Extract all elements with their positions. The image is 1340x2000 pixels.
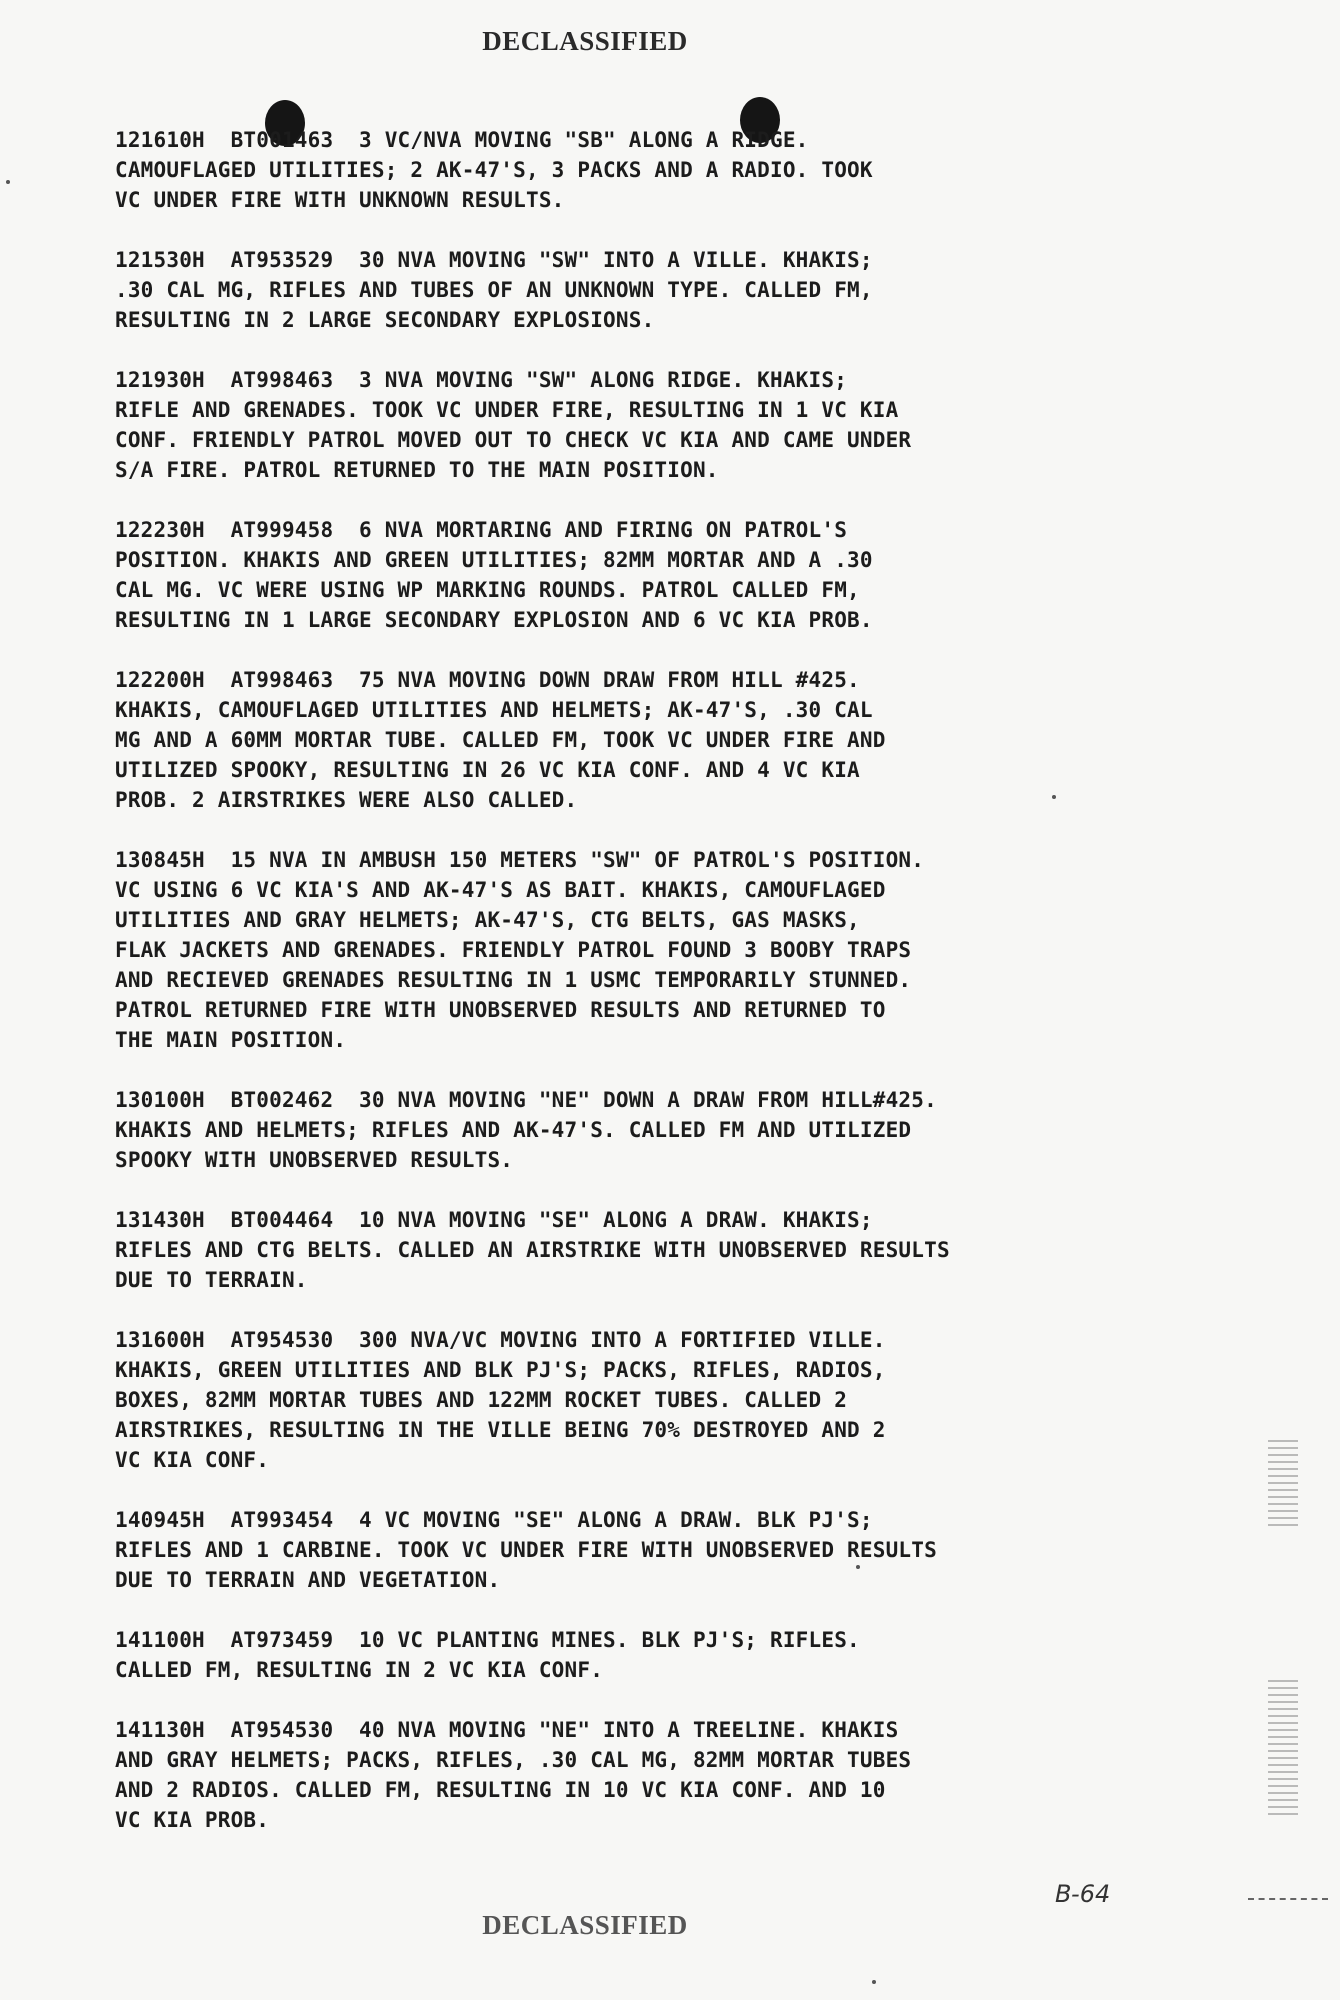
log-entry — [115, 1085, 1145, 1175]
log-entry-line: RESULTING IN 2 LARGE SECONDARY EXPLOSIONS. — [115, 308, 655, 332]
log-entry — [115, 665, 1145, 815]
log-entry-line: DUE TO TERRAIN AND VEGETATION. — [115, 1568, 501, 1592]
log-entry-line: S/A FIRE. PATROL RETURNED TO THE MAIN POSITION. — [115, 458, 719, 482]
log-entry-line: FLAK JACKETS AND GRENADES. FRIENDLY PATROL FOUND 3 BOOBY TRAPS — [115, 938, 912, 962]
log-entry-line: KHAKIS AND HELMETS; RIFLES AND AK-47'S. CALLED FM AND UTILIZED — [115, 1118, 912, 1142]
log-entry — [115, 1715, 1145, 1835]
log-entry-line: CAMOUFLAGED UTILITIES; 2 AK-47'S, 3 PACKS AND A RADIO. TOOK — [115, 158, 873, 182]
declassified-stamp-top: DECLASSIFIED — [482, 26, 688, 56]
log-entry-line: CALLED FM, RESULTING IN 2 VC KIA CONF. — [115, 1658, 604, 1682]
log-entry-line: VC UNDER FIRE WITH UNKNOWN RESULTS. — [115, 188, 565, 212]
log-entry-line: 140945H AT993454 4 VC MOVING "SE" ALONG A DRAW. BLK PJ'S; — [115, 1508, 873, 1532]
log-entry-line: 121930H AT998463 3 NVA MOVING "SW" ALONG RIDGE. KHAKIS; — [115, 368, 848, 392]
log-entry-line: 130100H BT002462 30 NVA MOVING "NE" DOWN A DRAW FROM HILL#425. — [115, 1088, 937, 1112]
log-entry-line: RIFLE AND GRENADES. TOOK VC UNDER FIRE, RESULTING IN 1 VC KIA — [115, 398, 899, 422]
log-entry-line: .30 CAL MG, RIFLES AND TUBES OF AN UNKNOWN TYPE. CALLED FM, — [115, 278, 873, 302]
log-entry-line: 122200H AT998463 75 NVA MOVING DOWN DRAW FROM HILL #425. — [115, 668, 860, 692]
log-entry-line: RESULTING IN 1 LARGE SECONDARY EXPLOSION AND 6 VC KIA PROB. — [115, 608, 873, 632]
log-entry-line: PATROL RETURNED FIRE WITH UNOBSERVED RESULTS AND RETURNED TO — [115, 998, 886, 1022]
log-entry — [115, 845, 1145, 1055]
log-entry — [115, 365, 1145, 485]
log-entry-line: AND GRAY HELMETS; PACKS, RIFLES, .30 CAL MG, 82MM MORTAR TUBES — [115, 1748, 912, 1772]
log-entry — [115, 1325, 1145, 1475]
log-entries — [115, 125, 1145, 1865]
ink-speck — [872, 1980, 876, 1984]
log-entry-line: 121530H AT953529 30 NVA MOVING "SW" INTO A VILLE. KHAKIS; — [115, 248, 873, 272]
log-entry-line: VC KIA CONF. — [115, 1448, 270, 1472]
page-number: B-64 — [1055, 1880, 1111, 1908]
declassified-stamp-bottom: DECLASSIFIED — [482, 1910, 688, 1940]
log-entry-line: UTILIZED SPOOKY, RESULTING IN 26 VC KIA CONF. AND 4 VC KIA — [115, 758, 860, 782]
log-entry-line: AIRSTRIKES, RESULTING IN THE VILLE BEING 70% DESTROYED AND 2 — [115, 1418, 886, 1442]
log-entry-line: AND RECIEVED GRENADES RESULTING IN 1 USMC TEMPORARILY STUNNED. — [115, 968, 912, 992]
log-entry-line: 121610H BT001463 3 VC/NVA MOVING "SB" ALONG A RIDGE. — [115, 128, 809, 152]
log-entry-line: BOXES, 82MM MORTAR TUBES AND 122MM ROCKET TUBES. CALLED 2 — [115, 1388, 848, 1412]
log-entry-line: KHAKIS, GREEN UTILITIES AND BLK PJ'S; PACKS, RIFLES, RADIOS, — [115, 1358, 886, 1382]
log-entry-line: 141130H AT954530 40 NVA MOVING "NE" INTO A TREELINE. KHAKIS — [115, 1718, 899, 1742]
ink-speck — [6, 180, 10, 184]
log-entry-line: SPOOKY WITH UNOBSERVED RESULTS. — [115, 1148, 514, 1172]
log-entry-line: UTILITIES AND GRAY HELMETS; AK-47'S, CTG BELTS, GAS MASKS, — [115, 908, 860, 932]
log-entry-line: PROB. 2 AIRSTRIKES WERE ALSO CALLED. — [115, 788, 578, 812]
margin-marks — [1268, 1680, 1298, 1820]
margin-marks — [1268, 1440, 1298, 1530]
log-entry-line: CAL MG. VC WERE USING WP MARKING ROUNDS. PATROL CALLED FM, — [115, 578, 860, 602]
log-entry-line: RIFLES AND CTG BELTS. CALLED AN AIRSTRIKE WITH UNOBSERVED RESULTS — [115, 1238, 950, 1262]
log-entry-line: MG AND A 60MM MORTAR TUBE. CALLED FM, TOOK VC UNDER FIRE AND — [115, 728, 886, 752]
margin-dash — [1248, 1898, 1328, 1900]
log-entry-line: 122230H AT999458 6 NVA MORTARING AND FIRING ON PATROL'S — [115, 518, 848, 542]
log-entry-line: VC USING 6 VC KIA'S AND AK-47'S AS BAIT. KHAKIS, CAMOUFLAGED — [115, 878, 886, 902]
log-entry — [115, 515, 1145, 635]
log-entry — [115, 1505, 1145, 1595]
log-entry-line: VC KIA PROB. — [115, 1808, 270, 1832]
log-entry-line: THE MAIN POSITION. — [115, 1028, 347, 1052]
log-entry-line: AND 2 RADIOS. CALLED FM, RESULTING IN 10 VC KIA CONF. AND 10 — [115, 1778, 886, 1802]
log-entry-line: 131600H AT954530 300 NVA/VC MOVING INTO A FORTIFIED VILLE. — [115, 1328, 886, 1352]
log-entry — [115, 245, 1145, 335]
log-entry-line: DUE TO TERRAIN. — [115, 1268, 308, 1292]
log-entry-line: CONF. FRIENDLY PATROL MOVED OUT TO CHECK VC KIA AND CAME UNDER — [115, 428, 912, 452]
log-entry-line: KHAKIS, CAMOUFLAGED UTILITIES AND HELMETS; AK-47'S, .30 CAL — [115, 698, 873, 722]
log-entry-line: 131430H BT004464 10 NVA MOVING "SE" ALONG A DRAW. KHAKIS; — [115, 1208, 873, 1232]
log-entry-line: 141100H AT973459 10 VC PLANTING MINES. BLK PJ'S; RIFLES. — [115, 1628, 860, 1652]
log-entry — [115, 1625, 1145, 1685]
log-entry-line: RIFLES AND 1 CARBINE. TOOK VC UNDER FIRE WITH UNOBSERVED RESULTS — [115, 1538, 937, 1562]
log-entry-line: 130845H 15 NVA IN AMBUSH 150 METERS "SW" OF PATROL'S POSITION. — [115, 848, 925, 872]
log-entry — [115, 125, 1145, 215]
log-entry — [115, 1205, 1145, 1295]
log-entry-line: POSITION. KHAKIS AND GREEN UTILITIES; 82MM MORTAR AND A .30 — [115, 548, 873, 572]
